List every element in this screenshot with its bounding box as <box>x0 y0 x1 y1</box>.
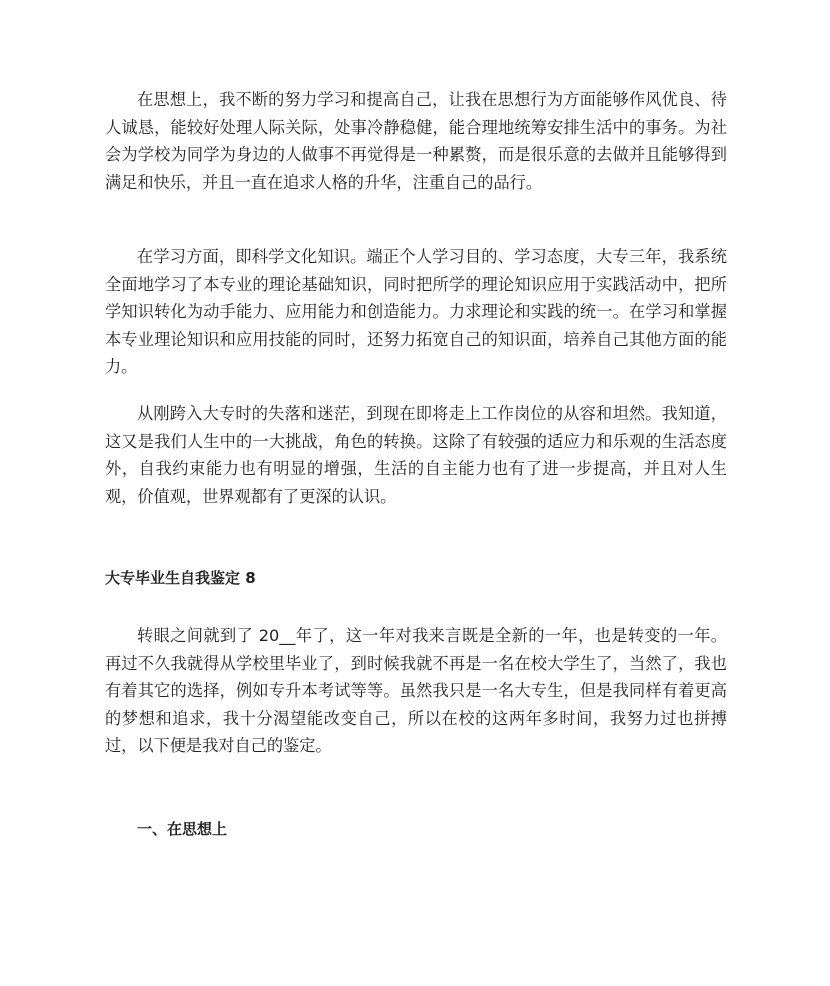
paragraph-intro: 转眼之间就到了 20__年了，这一年对我来言既是全新的一年，也是转变的一年。再过不久我就得从学校里毕业了，到时候我就不再是一名在校大学生了，当然了，我也有着其它的选择，例如专升本考试等等。虽然我只是一名大专生，但是我同样有着更高的梦想和追求，我十分渴望能改变自己，所以在校的这两年多时间，我努力过也拼搏过，以下便是我对自己的鉴定。 <box>105 626 727 755</box>
paragraph-growth: 从刚跨入大专时的失落和迷茫，到现在即将走上工作岗位的从容和坦然。我知道，这又是我们人生中的一大挑战，角色的转换。这除了有较强的适应力和乐观的生活态度外，自我约束能力也有明显的增强，生活的自主能力也有了进一步提高，并且对人生观，价值观，世界观都有了更深的认识。 <box>105 404 727 506</box>
paragraph-study: 在学习方面，即科学文化知识。端正个人学习目的、学习态度，大专三年，我系统全面地学习了本专业的理论基础知识，同时把所学的理论知识应用于实践活动中，把所学知识转化为动手能力、应用能力和创造能力。力求理论和实践的统一。在学习和掌握本专业理论知识和应用技能的同时，还努力拓宽自己的知识面，培养自己其他方面的能力。 <box>105 247 727 376</box>
subsection-title: 一、在思想上 <box>137 820 228 838</box>
paragraph-ideology: 在思想上，我不断的努力学习和提高自己，让我在思想行为方面能够作风优良、待人诚恳，能较好处理人际关际，处事冷静稳健，能合理地统筹安排生活中的事务。为社会为学校为同学为身边的人做事不再觉得是一种累赘，而是很乐意的去做并且能够得到满足和快乐，并且一直在追求人格的升华，注重自己的品行。 <box>105 90 727 192</box>
section-title: 大专毕业生自我鉴定 8 <box>105 569 256 587</box>
